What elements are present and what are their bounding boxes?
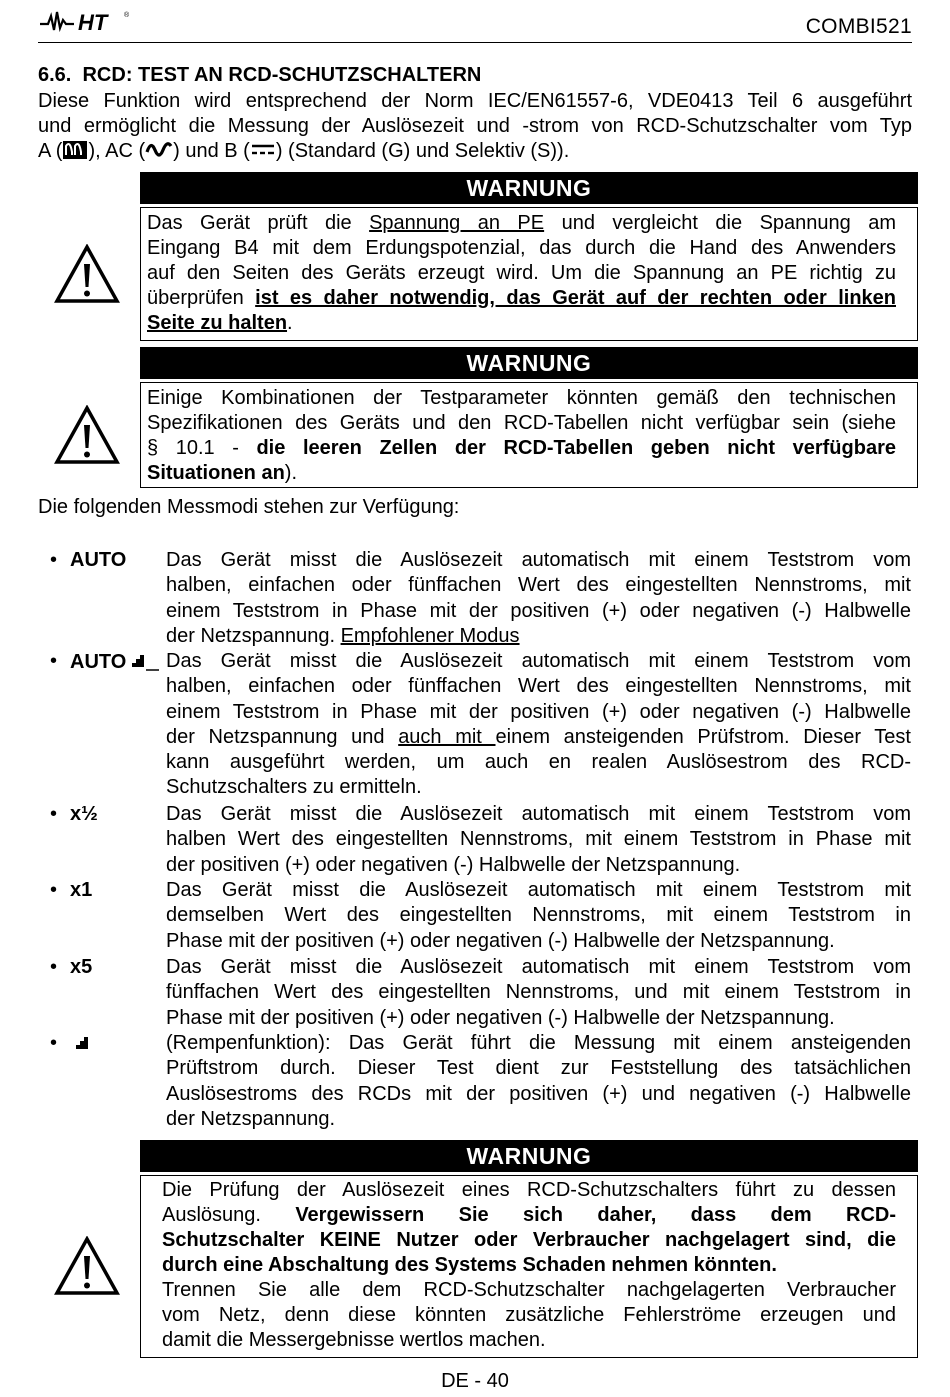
bullet: • [50,549,58,571]
mode-label: x1 [70,879,93,901]
warning-text: Das Gerät prüft die Spannung an PE und vergleicht die Spannung am Eingang B4 mit dem Erdungspotenzial, das durch die Hand des Anwenders auf den Seiten des Geräts erzeugt wird. Um die Spannung an PE richtig zu überprüfen ist es daher notwendig, das Gerät auf der rechten oder linken Seite zu halten. [147,212,896,334]
emphasis-text: Schutzschalter KEINE Nutzer oder Verbraucher nachgelagert sind, die [162,1229,896,1251]
emphasis-text: Seite zu halten [147,312,288,334]
intro-line: A ( ), AC ( ) und B ( ) (Standard (G) und Selektiv (S)). [38,140,570,162]
mode-label: AUTO [70,549,127,571]
logo-text: HT [78,10,108,35]
warning-title-bar: WARNUNG [140,1140,918,1172]
mode-description: Das Gerät misst die Auslösezeit automatisch mit einem Teststrom vom fünffachen Wert des eingestellten Nennstroms, und mit einem Teststrom in Phase mit der positiven (+) oder negativen (-) Halbwelle der Netzspannung. [166,956,911,1029]
rcd-type-b-icon [250,140,276,160]
rcd-type-ac-icon [145,140,173,160]
intro-line: Diese Funktion wird entsprechend der Norm IEC/EN61557-6, VDE0413 Teil 6 ausgeführt [38,90,912,112]
mode-description: Das Gerät misst die Auslösezeit automatisch mit einem Teststrom mit demselben Wert des eingestellten Nennstroms, mit einem Teststrom in Phase mit der positiven (+) oder negativen (-) Halbwelle der Netzspannung. [166,879,911,952]
intro-paragraph [38,89,912,164]
ramp-icon [70,1031,92,1053]
warning-title-bar: WARNUNG [140,347,918,379]
bullet: • [50,1032,58,1054]
warning-triangle-icon [54,405,120,465]
svg-text:®: ® [124,12,130,19]
mode-label: x½ [70,803,98,825]
bullet: • [50,956,58,978]
bullet: • [50,650,58,672]
warning-title-bar: WARNUNG [140,172,918,204]
section-heading: RCD: TEST AN RCD-SCHUTZSCHALTERN [82,64,482,86]
emphasis-text: die leeren Zellen der RCD-Tabellen geben nicht verfügbare [256,437,896,459]
mode-label: AUTO [70,649,160,675]
warning-text: Die Prüfung der Auslösezeit eines RCD-Schutzschalters führt zu dessen Auslösung. Vergewissern Sie sich daher, dass dem RCD- Schutzschalter KEINE Nutzer oder Verbraucher nachgelagert sind, die durch eine Abschaltung des Systems Schaden nehmen könnten. Trennen Sie alle dem RCD-Schutzschalter nachgelagerten Verbraucher vom Netz, denn diese könnten zusätzliche Fehlerströme erzeugen und damit die Messergebnisse wertlos machen. [162,1179,896,1351]
ht-logo [38,8,138,36]
emphasis-text: Situationen an [147,462,285,484]
warning-triangle-icon [54,244,120,304]
section-number: 6.6. [38,64,72,86]
mode-description: Das Gerät misst die Auslösezeit automatisch mit einem Teststrom vom halben, einfachen oder fünffachen Wert des eingestellten Nennstroms, mit einem Teststrom in Phase mit der positiven (+) oder negativen (-) Halbwelle der Netzspannung und auch mit einem ansteigenden Prüfstrom. Dieser Test kann ausgeführt werden, um auch en realen Auslösestrom des RCD- Schutzschalters zu ermitteln. [166,650,911,799]
warning-triangle-icon [54,1236,120,1296]
mode-description: (Rempenfunktion): Das Gerät führt die Messung mit einem ansteigenden Prüftstrom durch. Dieser Test dient zur Feststellung des tatsächlichen Auslösestroms des RCDs mit der positiven (+) und negativen (-) Halbwelle der Netzspannung. [166,1032,911,1130]
ramp-icon [126,649,160,671]
emphasis-text: Vergewissern Sie sich daher, dass dem RCD- [295,1204,896,1226]
underlined-text: auch mit [398,725,496,748]
page-number: DE - 40 [441,1370,509,1392]
emphasis-text: durch eine Abschaltung des Systems Schaden nehmen könnten. [162,1254,777,1276]
bullet: • [50,803,58,825]
underlined-text: Empfohlener Modus [340,624,520,647]
mode-description: Das Gerät misst die Auslösezeit automatisch mit einem Teststrom vom halben Wert des eingestellten Nennstroms, mit einem Teststrom in Phase mit der positiven (+) oder negativen (-) Halbwelle der Netzspannung. [166,803,911,876]
mode-description: Das Gerät misst die Auslösezeit automatisch mit einem Teststrom vom halben, einfachen oder fünffachen Wert des eingestellten Nennstroms, mit einem Teststrom in Phase mit der positiven (+) oder negativen (-) Halbwelle der Netzspannung. Empfohlener Modus [166,549,911,647]
underlined-text: Spannung an PE [369,212,545,234]
page-header [38,6,912,43]
bullet: • [50,879,58,901]
mode-label: x5 [70,956,93,978]
mode-label [70,1031,92,1057]
emphasis-text: ist es daher notwendig, das Gerät auf der rechten oder linken [255,287,896,309]
document-id: COMBI521 [805,15,912,38]
rcd-type-a-icon [62,140,88,160]
warning-text: Einige Kombinationen der Testparameter könnten gemäß den technischen Spezifikationen des Geräts und den RCD-Tabellen nicht verfügbar sein (siehe § 10.1 - die leeren Zellen der RCD-Tabellen geben nicht verfügbare Situationen an). [147,387,896,484]
section-title [38,64,481,87]
modes-intro: Die folgenden Messmodi stehen zur Verfügung: [38,496,460,518]
intro-line: und ermöglicht die Messung der Auslösezeit und -strom von RCD-Schutzschalter vom Typ [38,115,912,137]
